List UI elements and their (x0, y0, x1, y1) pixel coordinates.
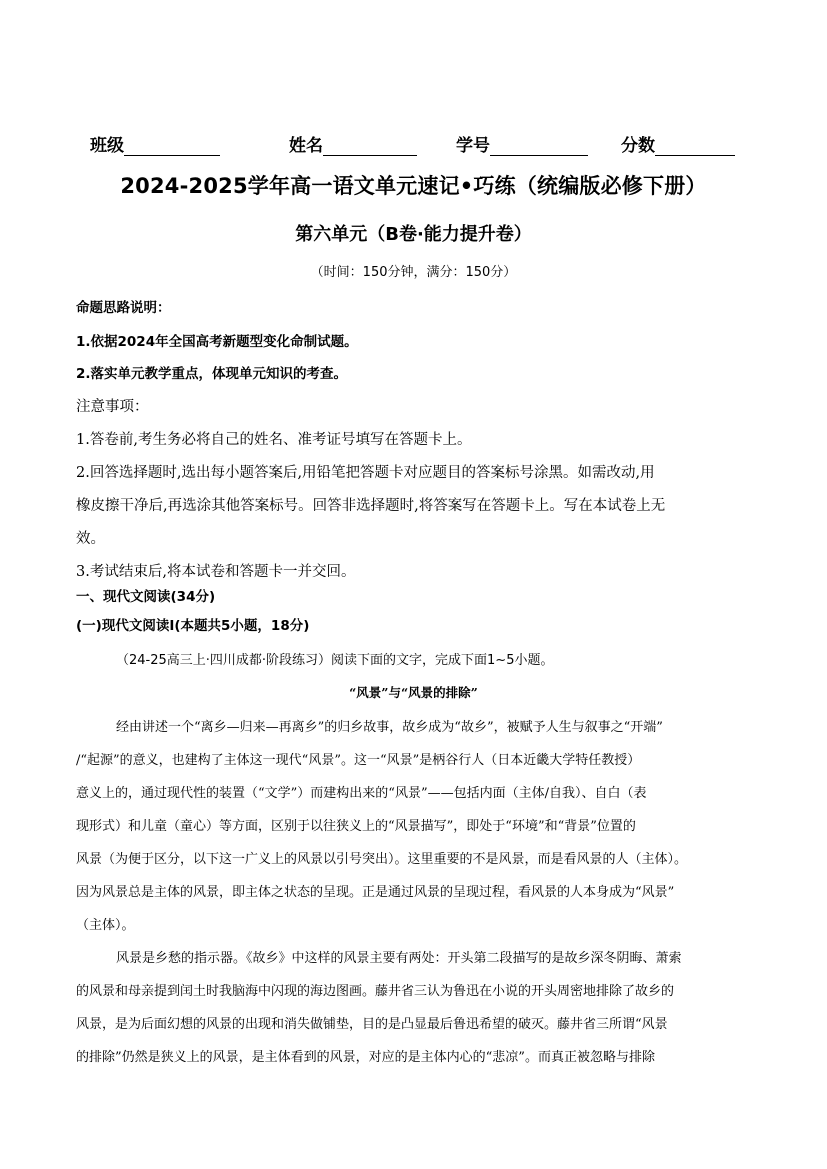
notice-line: 橡皮擦干净后,再选涂其他答案标号。回答非选择题时,将答案写在答题卡上。写在本试卷上无 (76, 498, 666, 514)
article-line: 经由讲述一个“离乡—归来—再离乡”的归乡故事，故乡成为“故乡”，被赋予人生与叙事之“开端” (116, 720, 663, 735)
student-id-field (456, 131, 588, 156)
page-subtitle: 第六单元（B卷·能力提升卷） (295, 224, 532, 245)
time-info: （时间：150分钟，满分：150分） (310, 265, 517, 280)
score-blank (655, 137, 735, 156)
article-line: 现形式）和儿童（童心）等方面，区别于以往狭义上的“风景描写”，即处于“环境”和“背景”位置的 (76, 819, 636, 834)
notice-line: 2.回答选择题时,选出每小题答案后,用铅笔把答题卡对应题目的答案标号涂黑。如需改动,用 (76, 465, 655, 481)
article-line: /“起源”的意义，也建构了主体这一现代“风景”。这一“风景”是柄谷行人（日本近畿大学特任教授） (76, 753, 641, 768)
name-blank (323, 137, 417, 156)
article-line: 风景，是为后面幻想的风景的出现和消失做铺垫，目的是凸显最后鲁迅希望的破灭。藤井省三所谓“风景 (76, 1017, 668, 1032)
design-point-2: 2.落实单元教学重点，体现单元知识的考查。 (76, 366, 348, 382)
article-line: 的排除”仍然是狭义上的风景，是主体看到的风景，对应的是主体内心的“悲凉”。而真正被忽略与排除 (76, 1050, 655, 1065)
name-field (289, 131, 417, 156)
score-field (621, 131, 735, 156)
article-line: 因为风景总是主体的风景，即主体之状态的呈现。正是通过风景的呈现过程，看风景的人本身成为“风景” (76, 885, 675, 900)
class-blank (124, 137, 220, 156)
notice-line: 1.答卷前,考生务必将自己的姓名、准考证号填写在答题卡上。 (76, 432, 472, 448)
notice-line: 效。 (76, 531, 105, 547)
design-heading: 命题思路说明： (76, 300, 171, 316)
student-info-fields (0, 131, 827, 157)
student-id-label: 学号 (456, 136, 490, 156)
class-field (90, 131, 220, 156)
article-line: 意义上的，通过现代性的装置（“文学”）而建构出来的“风景”——包括内面（主体/自我）、自白（表 (76, 786, 647, 801)
student-id-blank (490, 137, 588, 156)
article-line: 风景（为便于区分，以下这一广义上的风景以引号突出）。这里重要的不是风景，而是看风景的人（主体）。 (76, 852, 688, 867)
notice-heading: 注意事项： (76, 399, 149, 415)
article-line: 风景是乡愁的指示器。《故乡》中这样的风景主要有两处：开头第二段描写的是故乡深冬阴晦、萧索 (116, 951, 682, 966)
article-line: 的风景和母亲提到闰土时我脑海中闪现的海边图画。藤井省三认为鲁迅在小说的开头周密地排除了故乡的 (76, 984, 675, 999)
notice-line: 3.考试结束后,将本试卷和答题卡一并交回。 (76, 564, 356, 580)
subsection-heading: (一)现代文阅读Ⅰ(本题共5小题，18分) (76, 618, 310, 634)
question-source: （24-25高三上·四川成都·阶段练习）阅读下面的文字，完成下面1~5小题。 (116, 653, 554, 668)
name-label: 姓名 (289, 136, 323, 156)
section-heading: 一、现代文阅读(34分) (76, 589, 216, 605)
page-title: 2024-2025学年高一语文单元速记•巧练（统编版必修下册） (120, 174, 707, 198)
article-line: （主体）。 (76, 918, 135, 933)
class-label: 班级 (90, 136, 124, 156)
article-title: “风景”与“风景的排除” (349, 685, 478, 700)
design-point-1: 1.依据2024年全国高考新题型变化命制试题。 (76, 334, 358, 350)
score-label: 分数 (621, 136, 655, 156)
